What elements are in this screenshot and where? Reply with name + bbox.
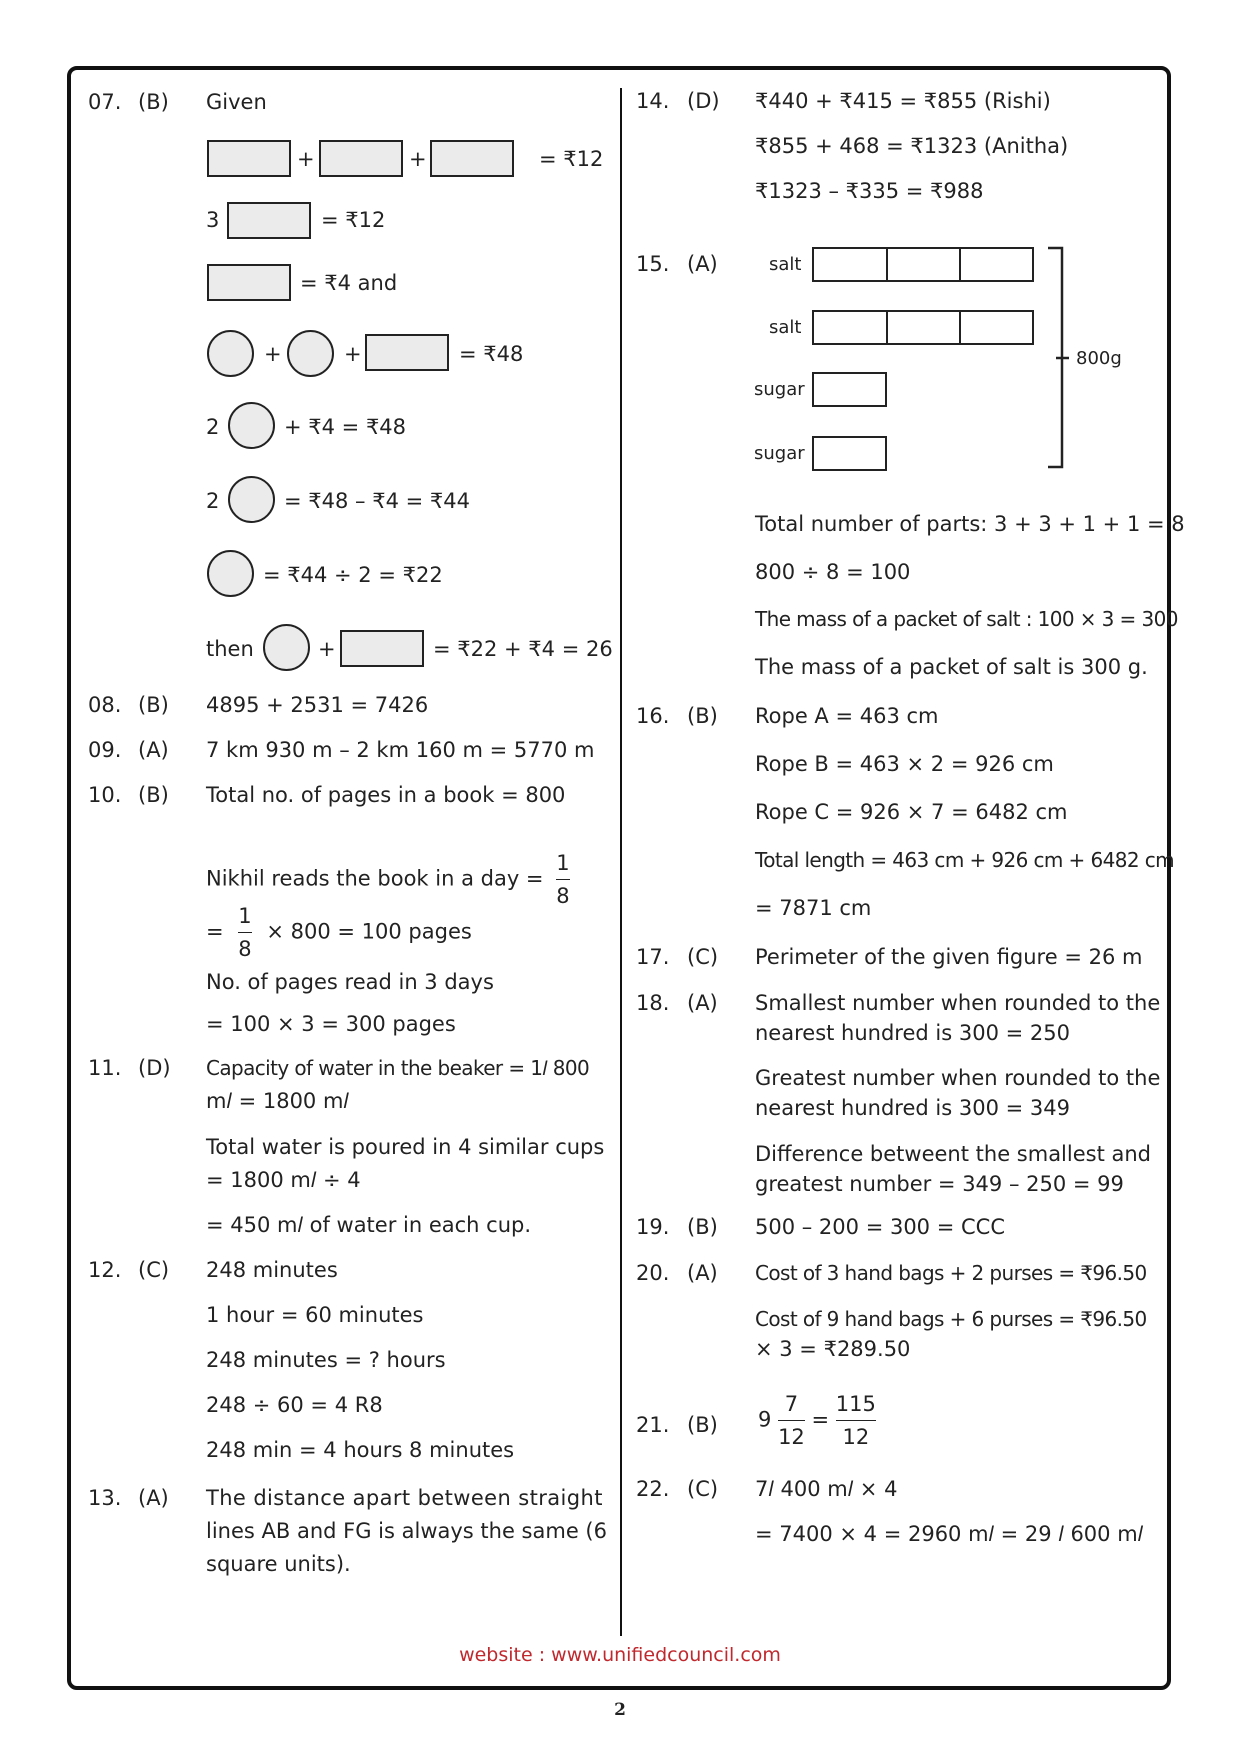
q21-option: (B) xyxy=(687,1413,718,1437)
plus-sign: + xyxy=(297,147,315,171)
bracket-total-label: 800g xyxy=(1076,348,1122,369)
q21-number: 21. xyxy=(636,1413,670,1437)
column-divider xyxy=(620,88,622,1636)
square-shape xyxy=(207,264,291,301)
q10-line4: No. of pages read in 3 days xyxy=(206,970,494,994)
q15-line4: The mass of a packet of salt is 300 g. xyxy=(755,655,1148,679)
q15-option: (A) xyxy=(687,252,718,276)
equals-sign: = xyxy=(206,919,224,944)
q07-line5-result: + ₹4 = ₹48 xyxy=(284,415,407,439)
q10-line3-text: × 800 = 100 pages xyxy=(266,919,472,944)
q13-line2: lines AB and FG is always the same (6 xyxy=(206,1519,607,1543)
plus-sign: + xyxy=(409,147,427,171)
q20-line2: Cost of 9 hand bags + 6 purses = ₹96.50 xyxy=(755,1307,1147,1331)
q20-option: (A) xyxy=(687,1261,718,1285)
q07-line8-result: = ₹22 + ₹4 = 26 xyxy=(433,637,613,661)
fraction-numerator: 7 xyxy=(784,1392,799,1416)
q14-number: 14. xyxy=(636,89,670,113)
bar-label-sugar: sugar xyxy=(754,379,805,400)
q08-number: 08. xyxy=(88,693,122,717)
bar-divider xyxy=(959,312,961,343)
q07-line1-result: = ₹12 xyxy=(539,147,604,171)
q10-line2-text: Nikhil reads the book in a day = xyxy=(206,866,544,891)
q07-line2-prefix: 3 xyxy=(206,208,220,232)
q07-line7-result: = ₹44 ÷ 2 = ₹22 xyxy=(263,563,443,587)
q18-option: (A) xyxy=(687,991,718,1015)
q07-line4-result: = ₹48 xyxy=(459,342,524,366)
q16-line5: = 7871 cm xyxy=(755,896,872,920)
q18-number: 18. xyxy=(636,991,670,1015)
bar-divider xyxy=(959,249,961,280)
q15-line1: Total number of parts: 3 + 3 + 1 + 1 = 8 xyxy=(755,512,1185,536)
q11-line3: = 450 m𝑙 of water in each cup. xyxy=(206,1213,532,1237)
q12-line2: 1 hour = 60 minutes xyxy=(206,1303,424,1327)
salt-bar xyxy=(812,247,1034,282)
mixed-whole: 9 xyxy=(758,1407,772,1432)
q12-line1: 248 minutes xyxy=(206,1258,338,1282)
q10-line1: Total no. of pages in a book = 800 xyxy=(206,783,566,807)
q12-option: (C) xyxy=(138,1258,170,1282)
q12-line4: 248 ÷ 60 = 4 R8 xyxy=(206,1393,383,1417)
q07-line8-prefix: then xyxy=(206,637,254,661)
q17-option: (C) xyxy=(687,945,719,969)
bar-label-salt: salt xyxy=(769,317,802,338)
q13-line1: The distance apart between straight xyxy=(206,1486,603,1510)
bar-label-salt: salt xyxy=(769,254,802,275)
q18-line2b: nearest hundred is 300 = 349 xyxy=(755,1096,1070,1120)
q10-line3 xyxy=(206,900,472,965)
q07-line2-result: = ₹12 xyxy=(321,208,386,232)
q19-number: 19. xyxy=(636,1215,670,1239)
q14-option: (D) xyxy=(687,89,720,113)
circle-shape xyxy=(207,550,254,597)
q07-line5-prefix: 2 xyxy=(206,415,220,439)
q15-line3: The mass of a packet of salt : 100 × 3 = 300 xyxy=(755,607,1178,631)
q20-line2b: × 3 = ₹289.50 xyxy=(755,1337,911,1361)
circle-shape xyxy=(207,330,254,377)
bar-label-sugar: sugar xyxy=(754,443,805,464)
q13-option: (A) xyxy=(138,1486,169,1510)
website-footer[interactable]: website : www.unifiedcouncil.com xyxy=(459,1644,781,1666)
q07-line3-result: = ₹4 and xyxy=(300,271,398,295)
square-shape xyxy=(430,140,514,177)
plus-sign: + xyxy=(318,637,336,661)
square-shape xyxy=(227,202,311,239)
page-number: 2 xyxy=(614,1700,626,1720)
total-bracket xyxy=(1040,245,1080,475)
q22-number: 22. xyxy=(636,1477,670,1501)
q11-line1b: m𝑙 = 1800 m𝑙 xyxy=(206,1089,349,1113)
q18-line2: Greatest number when rounded to the xyxy=(755,1066,1161,1090)
q18-line1b: nearest hundred is 300 = 250 xyxy=(755,1021,1070,1045)
q22-option: (C) xyxy=(687,1477,719,1501)
q17-number: 17. xyxy=(636,945,670,969)
q21-mixed-fraction xyxy=(758,1388,876,1453)
plus-sign: + xyxy=(264,342,282,366)
q14-line3: ₹1323 – ₹335 = ₹988 xyxy=(755,179,984,203)
fraction-denominator: 12 xyxy=(836,1420,876,1453)
circle-shape xyxy=(263,624,310,671)
q12-line3: 248 minutes = ? hours xyxy=(206,1348,446,1372)
q16-number: 16. xyxy=(636,704,670,728)
fraction xyxy=(778,1388,805,1453)
plus-sign: + xyxy=(344,342,362,366)
q14-line1: ₹440 + ₹415 = ₹855 (Rishi) xyxy=(755,89,1051,113)
q08-text: 4895 + 2531 = 7426 xyxy=(206,693,429,717)
sugar-bar xyxy=(812,372,887,407)
square-shape xyxy=(365,334,449,371)
fraction-denominator: 8 xyxy=(238,932,251,965)
q07-option: (B) xyxy=(138,90,169,114)
q16-line1: Rope A = 463 cm xyxy=(755,704,939,728)
q15-number: 15. xyxy=(636,252,670,276)
circle-shape xyxy=(228,476,275,523)
fraction-numerator: 1 xyxy=(556,851,570,875)
q13-line3: square units). xyxy=(206,1552,351,1576)
q11-line1: Capacity of water in the beaker = 1𝑙 800 xyxy=(206,1056,590,1080)
q13-number: 13. xyxy=(88,1486,122,1510)
q12-line5: 248 min = 4 hours 8 minutes xyxy=(206,1438,515,1462)
q11-option: (D) xyxy=(138,1056,171,1080)
q14-line2: ₹855 + 468 = ₹1323 (Anitha) xyxy=(755,134,1069,158)
circle-shape xyxy=(228,402,275,449)
square-shape xyxy=(319,140,403,177)
q09-option: (A) xyxy=(138,738,169,762)
q16-option: (B) xyxy=(687,704,718,728)
fraction-denominator: 8 xyxy=(556,879,569,912)
q10-number: 10. xyxy=(88,783,122,807)
bar-divider xyxy=(886,249,888,280)
fraction-numerator: 115 xyxy=(835,1392,876,1416)
equals-sign: = xyxy=(811,1407,830,1432)
q07-line6-result: = ₹48 – ₹4 = ₹44 xyxy=(284,489,470,513)
q17-text: Perimeter of the given figure = 26 m xyxy=(755,945,1143,969)
q07-line6-prefix: 2 xyxy=(206,489,220,513)
bar-divider xyxy=(886,312,888,343)
fraction xyxy=(238,900,251,965)
q09-number: 09. xyxy=(88,738,122,762)
q07-given: Given xyxy=(206,90,267,114)
q19-option: (B) xyxy=(687,1215,718,1239)
square-shape xyxy=(340,630,424,667)
q18-line3b: greatest number = 349 – 250 = 99 xyxy=(755,1172,1124,1196)
q11-number: 11. xyxy=(88,1056,122,1080)
q11-line2: Total water is poured in 4 similar cups xyxy=(206,1135,605,1159)
q18-line1: Smallest number when rounded to the xyxy=(755,991,1161,1015)
q22-line1: 7𝑙 400 m𝑙 × 4 xyxy=(755,1477,898,1501)
fraction xyxy=(836,1388,876,1453)
q12-number: 12. xyxy=(88,1258,122,1282)
q16-line4: Total length = 463 cm + 926 cm + 6482 cm xyxy=(755,848,1174,872)
circle-shape xyxy=(287,330,334,377)
q18-line3: Difference betweent the smallest and xyxy=(755,1142,1152,1166)
q20-line1: Cost of 3 hand bags + 2 purses = ₹96.50 xyxy=(755,1261,1147,1285)
q09-text: 7 km 930 m – 2 km 160 m = 5770 m xyxy=(206,738,595,762)
q08-option: (B) xyxy=(138,693,169,717)
q07-number: 07. xyxy=(88,90,122,114)
q11-line2b: = 1800 m𝑙 ÷ 4 xyxy=(206,1168,361,1192)
q22-line2: = 7400 × 4 = 2960 m𝑙 = 29 𝑙 600 m𝑙 xyxy=(755,1522,1144,1546)
q16-line3: Rope C = 926 × 7 = 6482 cm xyxy=(755,800,1068,824)
fraction-numerator: 1 xyxy=(238,904,252,928)
sugar-bar xyxy=(812,436,887,471)
q15-line2: 800 ÷ 8 = 100 xyxy=(755,560,911,584)
square-shape xyxy=(207,140,291,177)
q16-line2: Rope B = 463 × 2 = 926 cm xyxy=(755,752,1054,776)
fraction xyxy=(556,847,569,912)
salt-bar xyxy=(812,310,1034,345)
q10-option: (B) xyxy=(138,783,169,807)
q10-line5: = 100 × 3 = 300 pages xyxy=(206,1012,456,1036)
fraction-denominator: 12 xyxy=(778,1420,805,1453)
q19-text: 500 – 200 = 300 = CCC xyxy=(755,1215,1005,1239)
q20-number: 20. xyxy=(636,1261,670,1285)
